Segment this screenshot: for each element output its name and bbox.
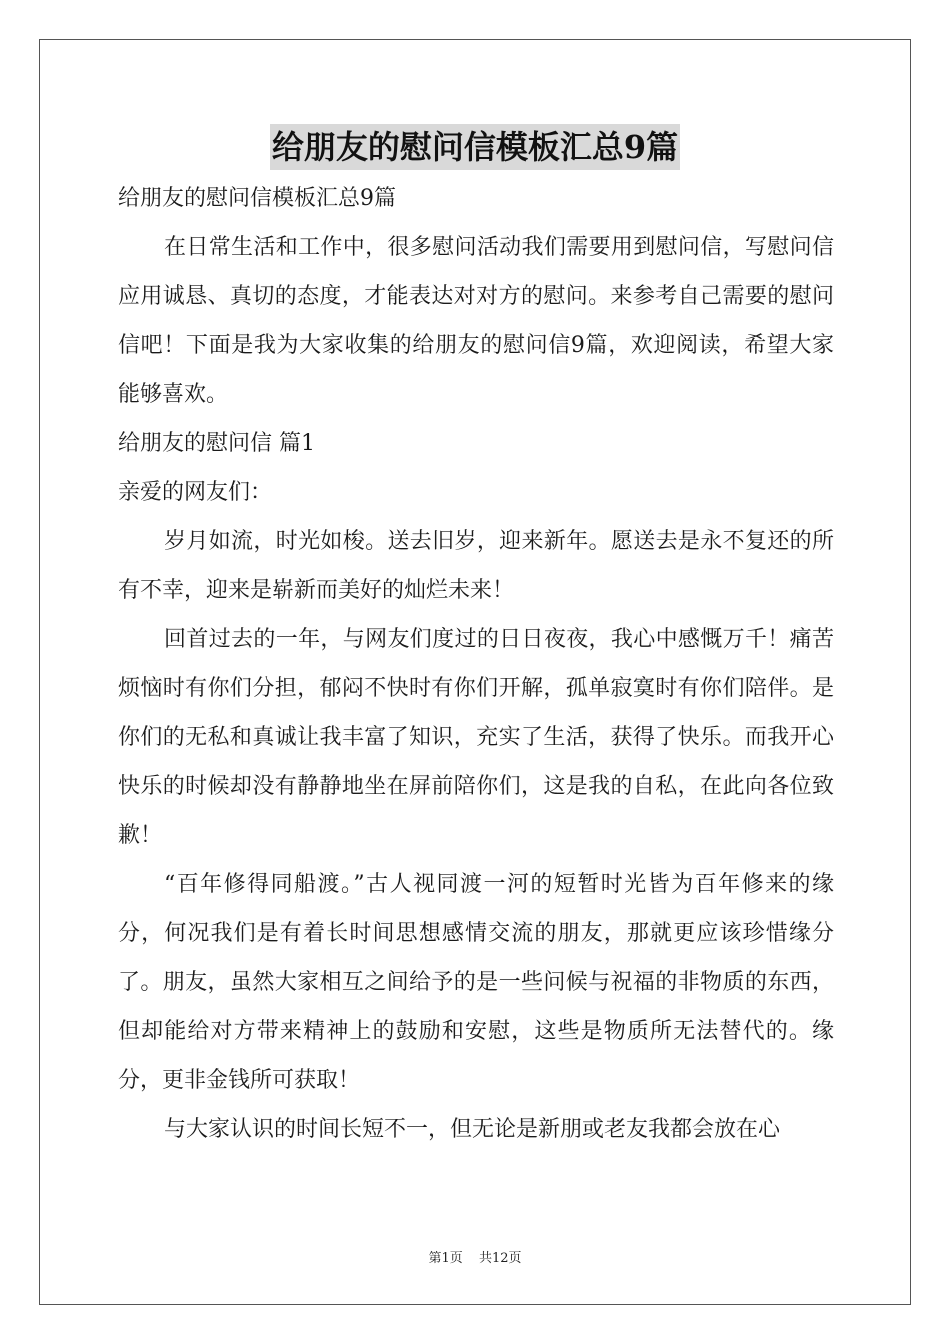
paragraph-4: “百年修得同船渡。”古人视同渡一河的短暂时光皆为百年修来的缘分，何况我们是有着长时间思想感情交流的朋友，那就更应该珍惜缘分了。朋友，虽然大家相互之间给予的是一些问候与祝福的非物质的东西，但却能给对方带来精神上的鼓励和安慰，这些是物质所无法替代的。缘分，更非金钱所可获取！ [118, 872, 834, 1093]
salutation: 亲爱的网友们： [118, 480, 273, 505]
paragraph-2: 岁月如流，时光如梭。送去旧岁，迎来新年。愿送去是永不复还的所有不幸，迎来是崭新而美好的灿烂未来！ [118, 529, 834, 603]
section-heading: 给朋友的慰问信 篇1 [118, 431, 315, 456]
title-wrap [0, 124, 950, 170]
page-number: 第1页 [428, 1251, 463, 1266]
page-total: 共12页 [478, 1251, 522, 1266]
page-footer [0, 1247, 950, 1266]
paragraph-5: 与大家认识的时间长短不一，但无论是新朋或老友我都会放在心 [164, 1117, 781, 1142]
document-body [118, 174, 834, 1154]
paragraph-1: 在日常生活和工作中，很多慰问活动我们需要用到慰问信，写慰问信应用诚恳、真切的态度，才能表达对对方的慰问。来参考自己需要的慰问信吧！下面是我为大家收集的给朋友的慰问信9篇，欢迎阅读，希望大家能够喜欢。 [118, 235, 834, 407]
subtitle-line: 给朋友的慰问信模板汇总9篇 [118, 186, 396, 211]
paragraph-3: 回首过去的一年，与网友们度过的日日夜夜，我心中感慨万千！痛苦烦恼时有你们分担，郁闷不快时有你们开解，孤单寂寞时有你们陪伴。是你们的无私和真诚让我丰富了知识，充实了生活，获得了快乐。而我开心快乐的时候却没有静静地坐在屏前陪你们，这是我的自私，在此向各位致歉！ [118, 627, 834, 848]
document-title: 给朋友的慰问信模板汇总9篇 [270, 124, 680, 170]
